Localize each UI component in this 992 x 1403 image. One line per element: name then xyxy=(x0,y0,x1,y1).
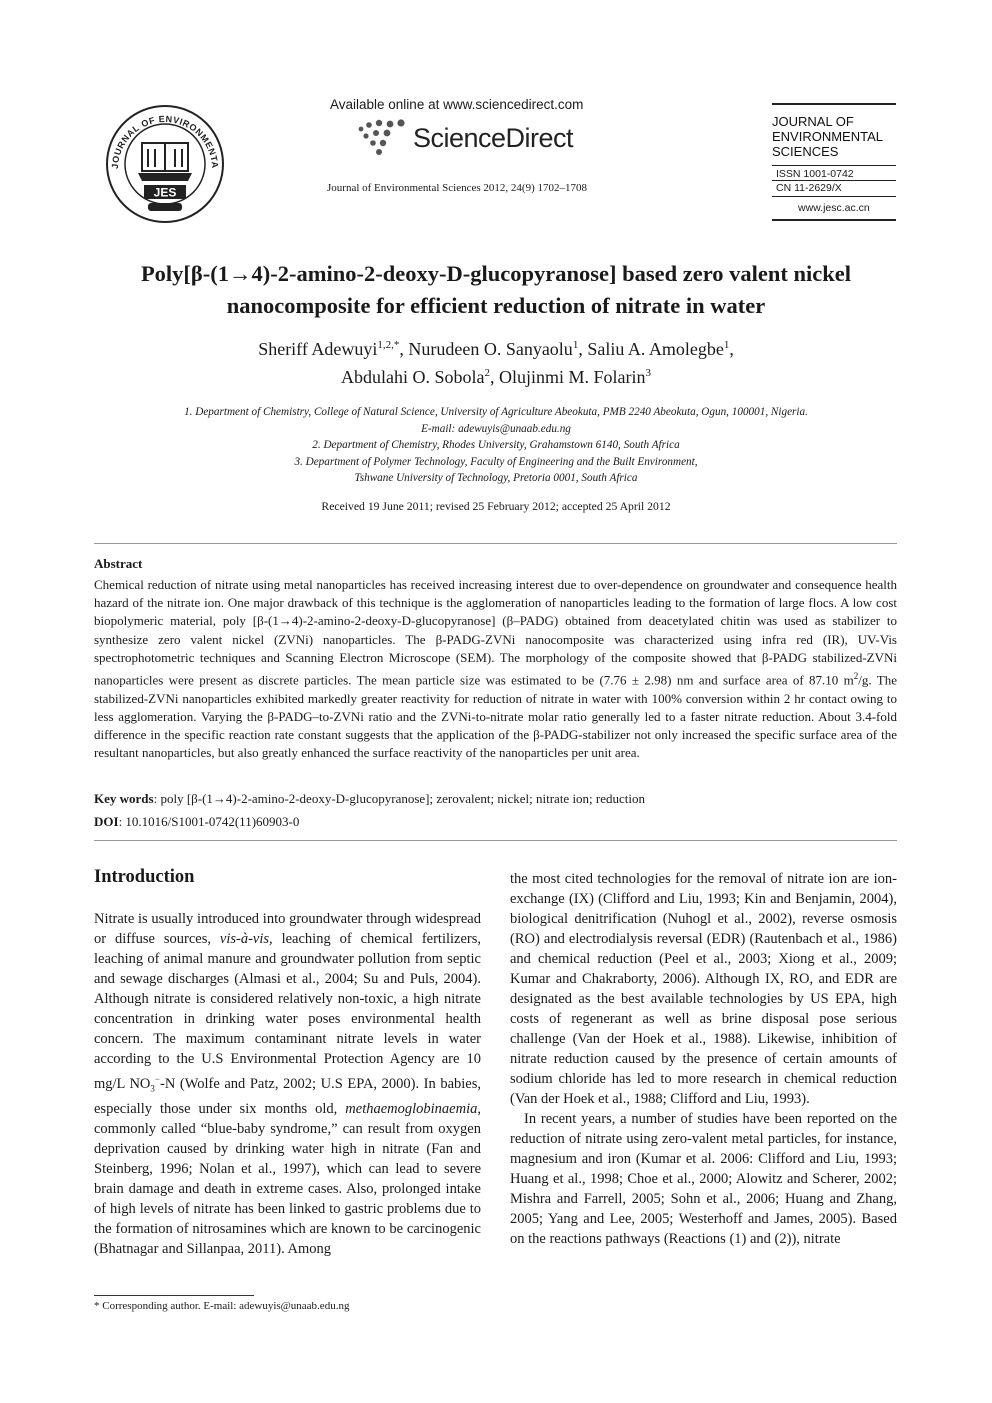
author-name: Nurudeen O. Sanyaolu xyxy=(408,339,573,359)
doi xyxy=(94,814,897,830)
author-affil-sup: 1 xyxy=(723,339,730,351)
corresponding-author-footnote: * Corresponding author. E-mail: adewuyis@unaab.edu.ng xyxy=(94,1300,350,1312)
author-affil-sup: 3 xyxy=(645,367,651,379)
article-title: Poly[β-(1→4)-2-amino-2-deoxy-D-glucopyranose] based zero valent nickel nanocomposite for efficient reduction of nitrate in water xyxy=(140,261,852,318)
affiliations xyxy=(60,404,932,487)
author-name: Sheriff Adewuyi xyxy=(258,339,378,359)
affiliation-line: Tshwane University of Technology, Pretoria 0001, South Africa xyxy=(354,472,638,484)
paragraph: the most cited technologies for the removal of nitrate ion are ion-exchange (IX) (Clifford and Liu, 1993; Kin and Benjamin, 2004), biological denitrification (Nuhogl et al., 2002), reverse osmosis (RO) and electrodialysis reversal (EDR) (Rautenbach et al., 1986) and chemical reduction (Peel et al., 2003; Xiong et al., 2009; Kumar and Chakraborty, 2006). Although IX, RO, and EDR are designated as the best available technologies by US EPA, high costs of regenerant as well as brine disposal pose serious challenge (Van der Hoek et al., 1988). Likewise, inhibition of nitrate reduction caused by the presence of certain amounts of sodium chloride has led to more research in chemical reduction (Van der Hoek et al., 1988; Clifford and Liu, 1993). xyxy=(510,871,897,1107)
issn: ISSN 1001-0742 xyxy=(772,165,896,180)
author-affil-sup: 1 xyxy=(572,339,579,351)
author-affil-sup: 2 xyxy=(484,367,490,379)
sciencedirect-dots-icon xyxy=(355,119,407,157)
affiliation-email: E-mail: adewuyis@unaab.edu.ng xyxy=(421,422,571,435)
divider xyxy=(94,543,897,544)
divider xyxy=(94,840,897,841)
abstract-heading: Abstract xyxy=(94,556,143,571)
article-dates: Received 19 June 2011; revised 25 February 2012; accepted 25 April 2012 xyxy=(321,500,671,513)
svg-text:JOURNAL OF ENVIRONMENTAL SCIEN xyxy=(104,103,220,169)
journal-name: JOURNAL OF ENVIRONMENTAL SCIENCES xyxy=(772,114,883,159)
keywords xyxy=(94,791,897,807)
keywords-label: Key words xyxy=(94,791,154,806)
author-name: Olujinmi M. Folarin xyxy=(498,367,646,387)
jes-seal-icon xyxy=(104,103,226,225)
paragraph: In recent years, a number of studies have been reported on the reduction of nitrate using zero-valent metal particles, for instance, magnesium and iron (Kumar et al. 2006: Clifford and Liu, 1993; Huang et al., 1998; Choe et al., 2000; Alowitz and Scherer, 2002; Mishra and Farrell, 2005; Sohn et al., 2006; Huang and Zhang, 2005; Yang and Lee, 2005; Westerhoff and James, 2005). Based on the reactions pathways (Reactions (1) and (2)), nitrate xyxy=(510,1111,897,1247)
logo-ring-text: JOURNAL OF ENVIRONMENTA xyxy=(109,113,221,170)
section-heading-introduction: Introduction xyxy=(94,867,195,887)
abstract-text: Chemical reduction of nitrate using metal nanoparticles has received increasing interest due to over-dependence on groundwater and consequence health hazard of the nitrate ion. One major drawback of this technique is the agglomeration of nanoparticles leading to the formation of large flocs. A low cost biopolymeric material, poly [β-(1→4)-2-amino-2-deoxy-D-glucopyranose] (β–PADG) obtained from deacetylated chitin was used as stabilizer to synthesize zero valent nickel (ZVNi) nanoparticles. The β-PADG-ZVNi nanocomposite was characterized using infra red (IR), UV-Vis spectrophotometric techniques and Scanning Electron Microscope (SEM). The morphology of the composite showed that β-PADG stabilized-ZVNi nanoparticles were present as discrete particles. The mean particle size was estimated to be (7.76 ± 2.98) nm and surface area of 87.10 $m^2/g$. The stabilized-ZVNi nanoparticles exhibited markedly greater reactivity for reduction of nitrate in water with 100% conversion within 2 hr contact owing to less agglomeration. Varying the β-PADG–to-ZVNi ratio and the ZVNi-to-nitrate molar ratio generally led to a faster nitrate reduction. About 3.4-fold difference in the specific reaction rate constant suggests that the application of the β-PADG-stabilizer not only increased the specific surface area of the resultant nanoparticles, but also greatly enhanced the surface reactivity of the nanoparticles per unit area. xyxy=(94,577,897,761)
journal-citation: Journal of Environmental Sciences 2012, 24(9) 1702–1708 xyxy=(327,182,587,194)
paragraph: Nitrate is usually introduced into groundwater through widespread or diffuse sources, vis-à-vis, leaching of chemical fertilizers, leaching of animal manure and groundwater pollution from septic and sewage discharges (Almasi et al., 2004; Su and Puls, 2004). Although nitrate is considered relatively non-toxic, a high nitrate concentration in drinking water poses environmental health concern. The maximum contaminant nitrate levels in water according to the U.S Environmental Protection Agency are 10 mg/L $NO_3^--N$ (Wolfe and Patz, 2002; U.S EPA, 2000). In babies, especially those under six months old, methaemoglobinaemia, commonly called “blue-baby syndrome,” can result from oxygen deprivation caused by drinking water high in nitrate (Fan and Steinberg, 1996; Nolan et al., 1997), which can lead to severe brain damage and death in extreme cases. Also, prolonged intake of high levels of nitrate has been linked to gastric problems due to the formation of nitrosamines which are known to be carcinogenic (Bhatnagar and Sillanpaa, 2011). Among xyxy=(94,911,481,1257)
author-list: Sheriff Adewuyi$^{1,2,*}$, Nurudeen O. Sanyaolu$^1$, Saliu A. Amolegbe$^1$, Abdulahi O. Sobola$^2$, Olujinmi M. Folarin$^3$ xyxy=(258,339,734,387)
footnote-rule xyxy=(94,1295,254,1296)
doi-label: DOI xyxy=(94,814,119,829)
affiliation-line: 1. Department of Chemistry, College of Natural Science, University of Agriculture Abeokuta, PMB 2240 Abeokuta, Ogun, 100001, Nigeria. xyxy=(184,406,808,418)
doi-link[interactable]: : 10.1016/S1001-0742(11)60903-0 xyxy=(118,814,300,829)
author-name: Saliu A. Amolegbe xyxy=(587,339,724,359)
journal-logo xyxy=(104,103,226,225)
available-online-text: Available online at www.sciencedirect.com xyxy=(330,97,584,112)
logo-badge-text: JES xyxy=(153,185,177,200)
sciencedirect-brand[interactable] xyxy=(355,118,573,158)
keywords-text: : poly [β-(1→4)-2-amino-2-deoxy-D-glucopyranose]; zerovalent; nickel; nitrate ion; reduction xyxy=(153,791,646,806)
cn-number: CN 11-2629/X xyxy=(772,180,896,194)
author-name: Abdulahi O. Sobola xyxy=(340,367,485,387)
body-column-left xyxy=(94,909,481,1259)
affiliation-line: 3. Department of Polymer Technology, Faculty of Engineering and the Built Environment, xyxy=(294,455,698,468)
author-affil-sup: 1,2,* xyxy=(377,339,400,351)
journal-info-box xyxy=(772,103,896,221)
journal-website-link[interactable]: www.jesc.ac.cn xyxy=(772,196,896,214)
affiliation-line: 2. Department of Chemistry, Rhodes University, Grahamstown 6140, South Africa xyxy=(312,439,680,451)
body-column-right xyxy=(510,869,897,1249)
sciencedirect-wordmark: ScienceDirect xyxy=(413,122,574,153)
